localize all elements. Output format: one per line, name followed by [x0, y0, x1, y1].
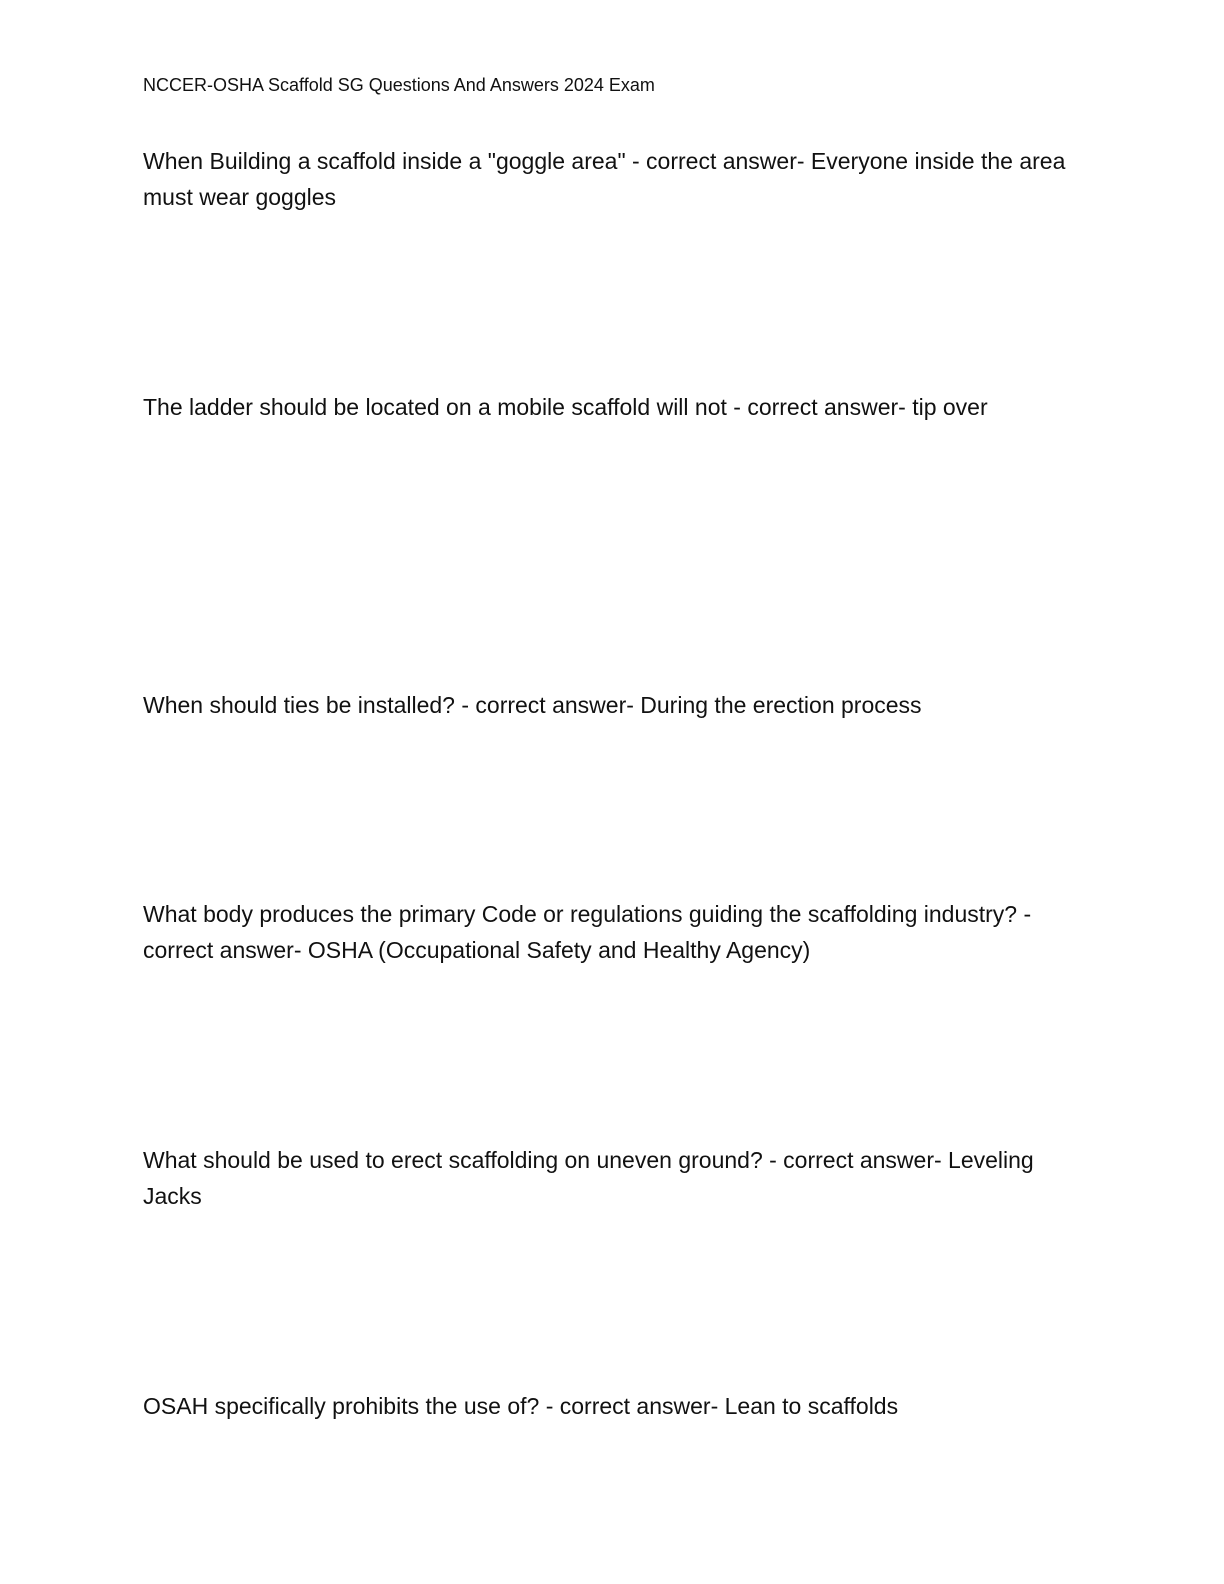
page-header: NCCER-OSHA Scaffold SG Questions And Answers 2024 Exam [143, 75, 655, 95]
qa-item: When Building a scaffold inside a "goggle area" - correct answer- Everyone inside the area must wear goggles [143, 148, 1066, 210]
qa-item: The ladder should be located on a mobile scaffold will not - correct answer- tip over [143, 394, 988, 420]
qa-item: What should be used to erect scaffolding on uneven ground? - correct answer- Leveling Jacks [143, 1147, 1034, 1209]
qa-item: When should ties be installed? - correct answer- During the erection process [143, 692, 922, 718]
qa-item: What body produces the primary Code or regulations guiding the scaffolding industry? - correct answer- OSHA (Occupational Safety and Healthy Agency) [143, 901, 1032, 963]
qa-item: OSAH specifically prohibits the use of? - correct answer- Lean to scaffolds [143, 1393, 899, 1419]
